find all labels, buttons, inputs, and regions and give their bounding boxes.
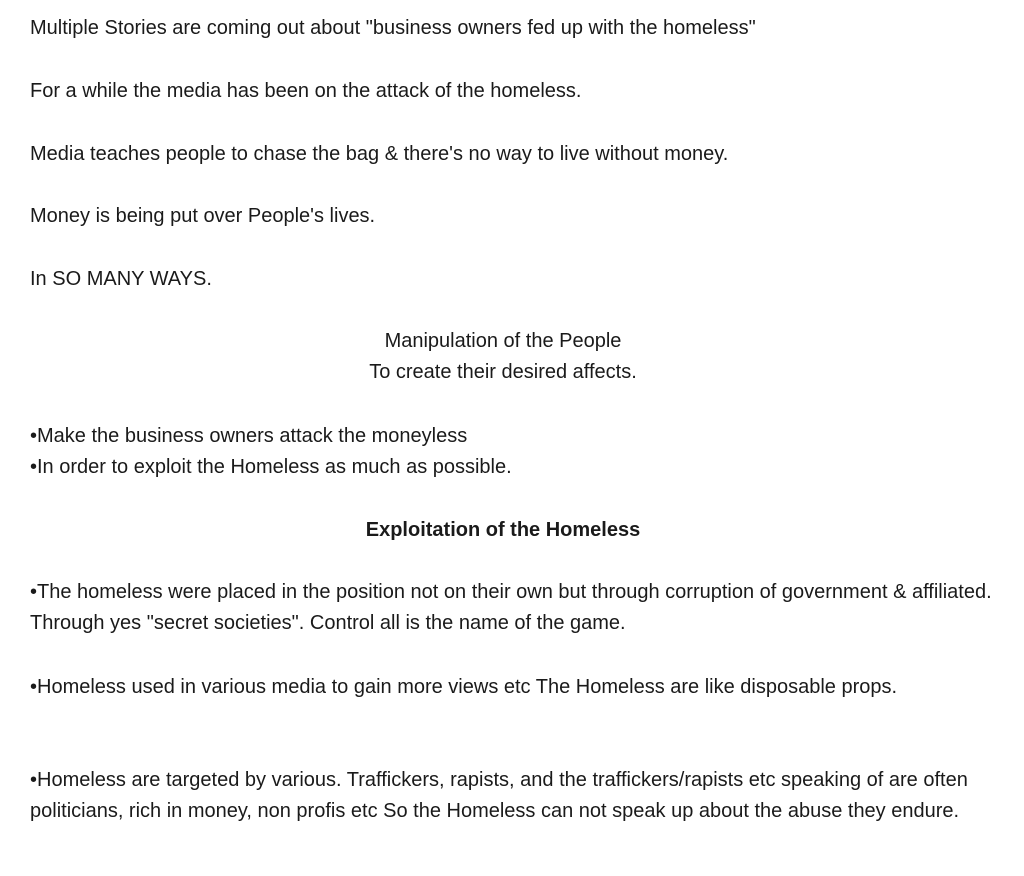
section-1-title: Manipulation of the People	[384, 330, 622, 352]
section-1-bullet-2: •In order to exploit the Homeless as much as possible.	[30, 456, 512, 478]
section-2-bullet-1: •The homeless were placed in the position not on their own but through corruption of government & affiliated. Through yes "secret societies". Control all is the name of the game.	[30, 581, 992, 634]
section-1-bullet-1: •Make the business owners attack the moneyless	[30, 425, 468, 447]
paragraph-5: In SO MANY WAYS.	[30, 268, 212, 290]
section-2-heading: Exploitation of the Homeless	[365, 519, 641, 541]
section-2-bullet-3: •Homeless are targeted by various. Traffickers, rapists, and the traffickers/rapists etc speaking of are often politicians, rich in money, non profis etc So the Homeless can not speak up about the abuse they endure.	[30, 769, 968, 822]
paragraph-3: Media teaches people to chase the bag & there's no way to live without money.	[30, 143, 729, 165]
section-1-subtitle: To create their desired affects.	[369, 361, 637, 383]
paragraph-4: Money is being put over People's lives.	[30, 205, 376, 227]
document	[30, 0, 1014, 876]
paragraph-1: Multiple Stories are coming out about "business owners fed up with the homeless"	[30, 17, 756, 39]
paragraph-2: For a while the media has been on the attack of the homeless.	[30, 80, 582, 102]
section-2-bullet-2: •Homeless used in various media to gain more views etc The Homeless are like disposable props.	[30, 676, 898, 698]
